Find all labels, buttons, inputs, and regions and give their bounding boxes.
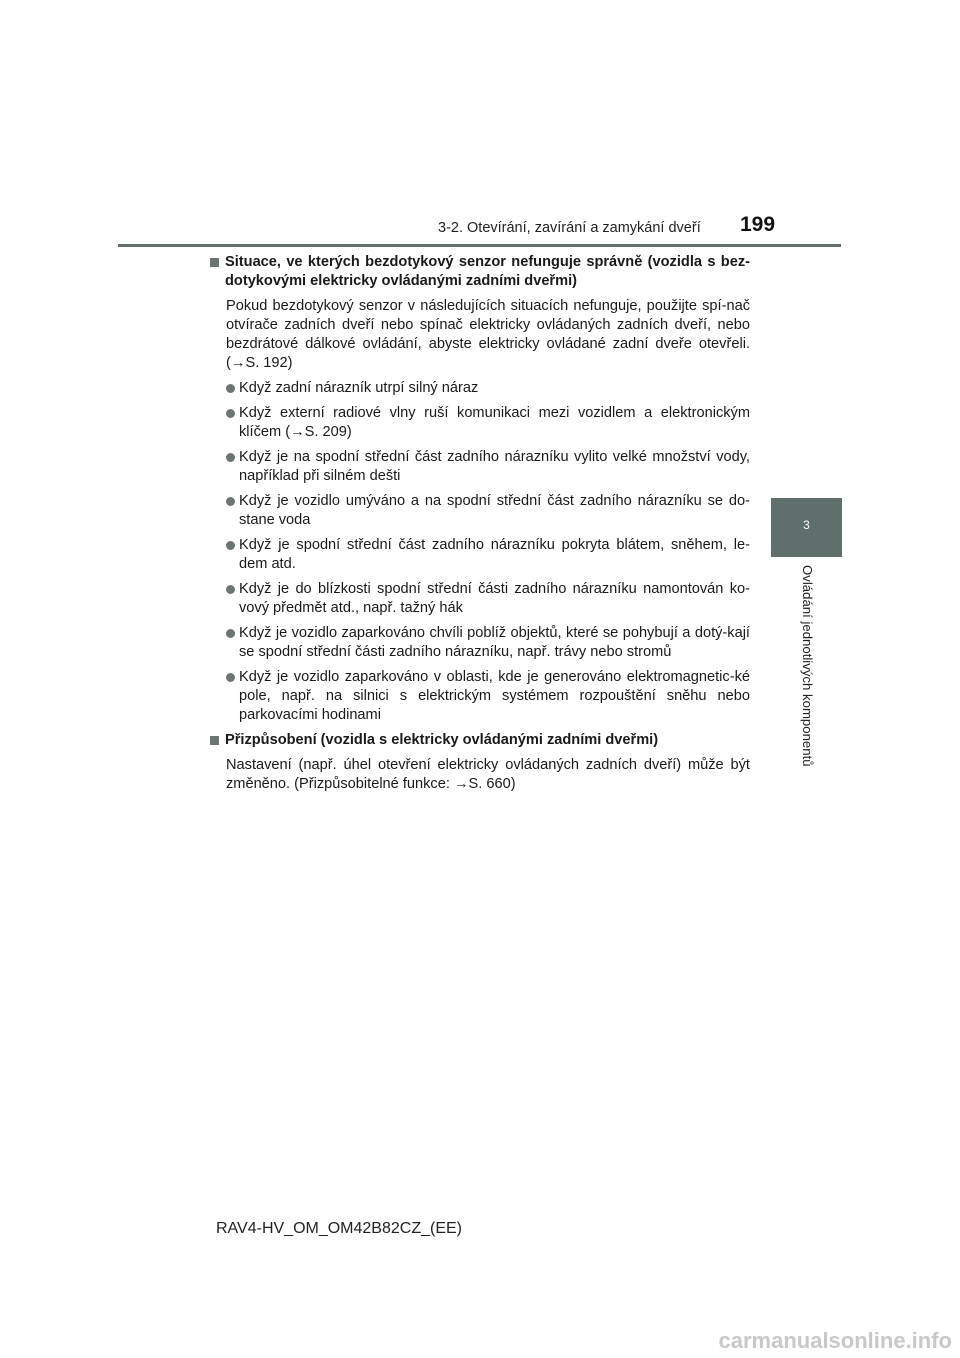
list-item-text: Když je spodní střední část zadního nárazníku pokryta blátem, sněhem, le-dem atd. <box>239 537 750 572</box>
page-number: 199 <box>740 213 776 236</box>
square-bullet-icon <box>210 736 219 745</box>
chapter-tab-number: 3 <box>803 518 810 532</box>
list-item <box>226 404 750 442</box>
dot-bullet-icon <box>226 585 235 594</box>
square-bullet-icon <box>210 258 219 267</box>
header-divider <box>118 244 841 247</box>
list-item <box>226 536 750 574</box>
list-item-text: Když je do blízkosti spodní střední části zadního nárazníku namontován ko-vový předmět atd., např. tažný hák <box>239 581 750 616</box>
list-item-text: Když je vozidlo umýváno a na spodní střední část zadního nárazníku se do-stane voda <box>239 493 750 528</box>
dot-bullet-icon <box>226 497 235 506</box>
dot-bullet-icon <box>226 629 235 638</box>
list-item <box>226 668 750 725</box>
dot-bullet-icon <box>226 673 235 682</box>
section-heading-text: Situace, ve kterých bezdotykový senzor nefunguje správně (vozidla s bez-dotykovými elektricky ovládanými zadními dveřmi) <box>225 254 750 289</box>
list-item <box>226 580 750 618</box>
header-section-title: 3-2. Otevírání, zavírání a zamykání dveří <box>438 220 701 236</box>
list-item-text: Když je vozidlo zaparkováno chvíli poblíž objektů, které se pohybují a dotý-kají se spodní střední části zadního nárazníku, např. trávy nebo stromů <box>239 625 750 660</box>
section-heading-text: Přizpůsobení (vozidla s elektricky ovládanými zadními dveřmi) <box>225 732 659 748</box>
watermark: carmanualsonline.info <box>718 1328 952 1353</box>
chapter-tab-title: Ovládání jednotlivých komponentů <box>800 565 815 767</box>
dot-bullet-icon <box>226 453 235 462</box>
section-heading <box>210 253 750 291</box>
list-item <box>226 492 750 530</box>
section-customization <box>210 731 750 794</box>
bullet-list <box>210 379 750 725</box>
chapter-tab[interactable] <box>771 498 842 557</box>
dot-bullet-icon <box>226 384 235 393</box>
dot-bullet-icon <box>226 409 235 418</box>
page-content <box>210 253 750 800</box>
document-code: RAV4-HV_OM_OM42B82CZ_(EE) <box>216 1220 462 1237</box>
dot-bullet-icon <box>226 541 235 550</box>
list-item-text: Když externí radiové vlny ruší komunikaci mezi vozidlem a elektronickým klíčem (→S. 209) <box>239 405 750 440</box>
section-sensor-situations <box>210 253 750 725</box>
list-item <box>226 448 750 486</box>
section-paragraph: Nastavení (např. úhel otevření elektricky ovládaných zadních dveří) může být změněno. (Přizpůsobitelné funkce: →S. 660) <box>226 757 750 792</box>
section-heading <box>210 731 750 750</box>
list-item <box>226 624 750 662</box>
list-item <box>226 379 750 398</box>
list-item-text: Když je na spodní střední část zadního nárazníku vylito velké množství vody, například při silném dešti <box>239 449 750 484</box>
list-item-text: Když je vozidlo zaparkováno v oblasti, kde je generováno elektromagnetic-ké pole, např. na silnici s elektrickým systémem rozpouštění sněhu nebo parkovacími hodinami <box>239 669 750 723</box>
section-paragraph: Pokud bezdotykový senzor v následujících situacích nefunguje, použijte spí-nač otvírače zadních dveří nebo spínač elektricky ovládaných zadních dveří, nebo bezdrátové dálkové ovládání, abyste elektricky ovládané zadní dveře otevřeli. (→S. 192) <box>226 298 750 371</box>
list-item-text: Když zadní nárazník utrpí silný náraz <box>239 380 479 396</box>
